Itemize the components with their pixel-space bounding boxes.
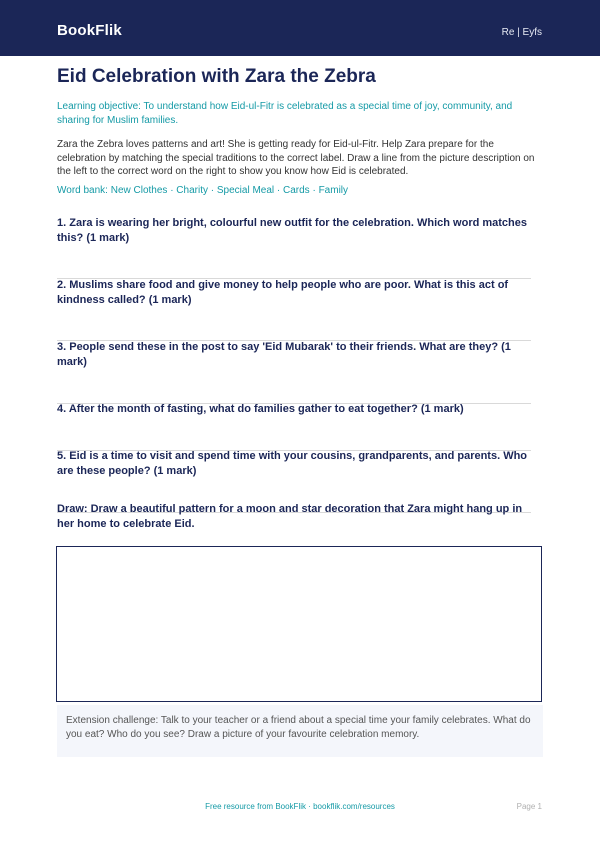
question-2: 2. Muslims share food and give money to help people who are poor. What is this act of kindness called? (1 mark) <box>57 279 509 306</box>
learning-objective: Learning objective: To understand how Eid-ul-Fitr is celebrated as a special time of joy, community, and sharing for Muslim families. <box>57 101 513 126</box>
brand-logo[interactable]: BookFlik <box>57 22 122 39</box>
extension-challenge: Extension challenge: Talk to your teacher or a friend about a special time your family celebrates. What do you eat? Who do you see? Draw a picture of your favourite celebration memory. <box>57 705 543 757</box>
question-3: 3. People send these in the post to say 'Eid Mubarak' to their friends. What are they? (1 mark) <box>57 341 511 368</box>
page-number: Page 1 <box>516 802 542 811</box>
word-bank: Word bank: New Clothes · Charity · Special Meal · Cards · Family <box>57 185 349 196</box>
question-1: 1. Zara is wearing her bright, colourful new outfit for the celebration. Which word matches this? (1 mark) <box>57 217 528 244</box>
drawing-area[interactable] <box>56 546 542 702</box>
page-header <box>0 0 600 56</box>
intro-paragraph: Zara the Zebra loves patterns and art! She is getting ready for Eid-ul-Fitr. Help Zara prepare for the celebration by matching the special traditions to the correct label. Draw a line from the picture description on the left to the correct word on the right to show you know how Eid is celebrated. <box>57 139 535 177</box>
draw-prompt: Draw: Draw a beautiful pattern for a moon and star decoration that Zara might hang up in her home to celebrate Eid. <box>57 503 523 530</box>
worksheet-title: Eid Celebration with Zara the Zebra <box>57 66 376 87</box>
subject-level-meta: Re | Eyfs <box>501 27 542 38</box>
question-5: 5. Eid is a time to visit and spend time with your cousins, grandparents, and parents. Who are these people? (1 mark) <box>57 450 528 477</box>
question-4: 4. After the month of fasting, what do families gather to eat together? (1 mark) <box>57 403 464 415</box>
footer-credit[interactable]: Free resource from BookFlik · bookflik.com/resources <box>205 802 395 811</box>
